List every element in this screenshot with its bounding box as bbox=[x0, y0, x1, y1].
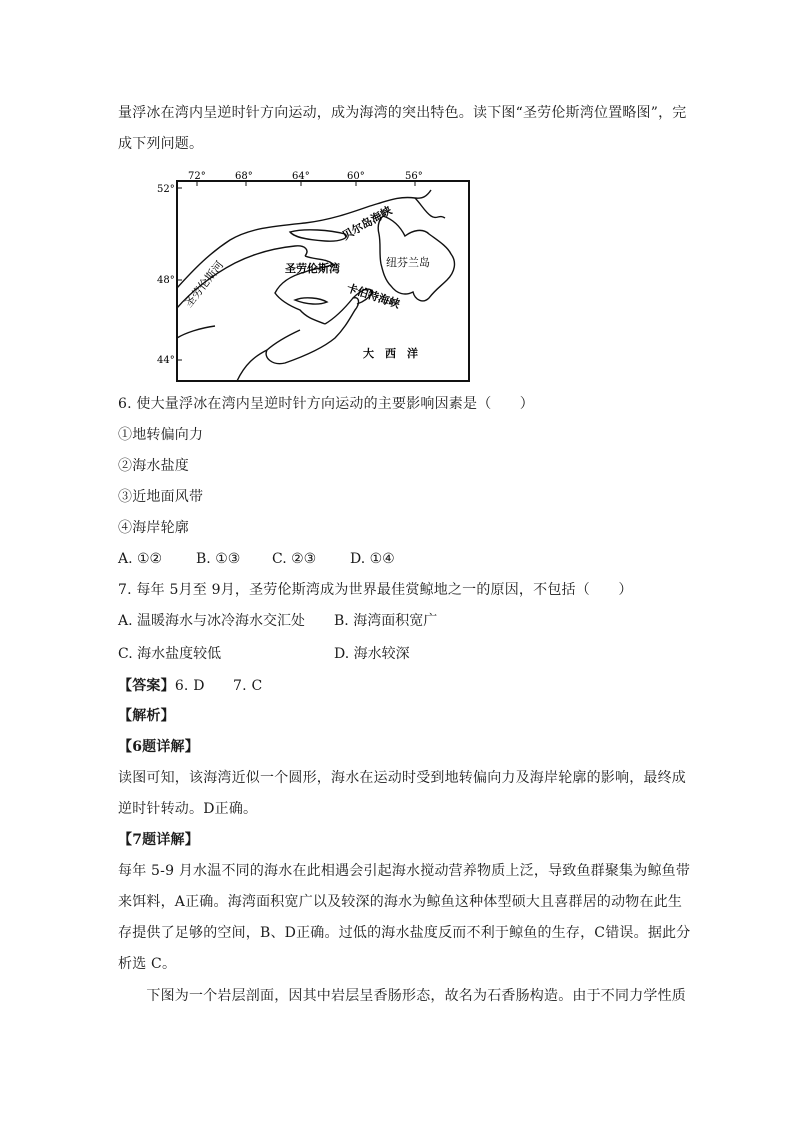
gulf-location-map bbox=[155, 168, 475, 386]
q6-item-1: ①地转偏向力 bbox=[118, 427, 204, 443]
q6-option-d: D. ①④ bbox=[350, 551, 395, 567]
q7-option-a: A. 温暖海水与冰冷海水交汇处 bbox=[118, 613, 306, 629]
detail-7-line-2: 来饵料，A正确。海湾面积宽广以及较深的海水为鲸鱼这种体型硕大且喜群居的动物在此生 bbox=[118, 894, 683, 910]
detail-7-line-3: 存提供了足够的空间，B、D正确。过低的海水盐度反而不利于鲸鱼的生存，C错误。据此分 bbox=[118, 925, 691, 941]
newfoundland-label: 纽芬兰岛 bbox=[386, 256, 430, 269]
detail-6-label: 【6题详解】 bbox=[118, 739, 199, 755]
q6-option-c: C. ②③ bbox=[272, 551, 317, 567]
lon-label-56: 56° bbox=[405, 171, 423, 182]
lat-label-44: 44° bbox=[157, 355, 175, 366]
lat-label-48: 48° bbox=[157, 275, 175, 286]
detail-7-line-4: 析选 C。 bbox=[118, 956, 177, 972]
intro-line-2: 成下列问题。 bbox=[118, 136, 204, 152]
cabot-strait-label: 卡伯特海峡 bbox=[345, 281, 402, 311]
q6-option-a: A. ①② bbox=[118, 551, 163, 567]
q6-stem: 6. 使大量浮冰在湾内呈逆时针方向运动的主要影响因素是（ ） bbox=[118, 396, 535, 412]
intro-line-1: 量浮冰在湾内呈逆时针方向运动，成为海湾的突出特色。读下图“圣劳伦斯湾位置略图”，完 bbox=[118, 105, 687, 121]
q6-item-3: ③近地面风带 bbox=[118, 489, 204, 505]
answer-text: 6. D 7. C bbox=[174, 678, 263, 694]
q7-option-d: D. 海水较深 bbox=[334, 646, 410, 662]
q6-item-4: ④海岸轮廓 bbox=[118, 520, 189, 536]
lon-label-72: 72° bbox=[188, 171, 206, 182]
gulf-label: 圣劳伦斯湾 bbox=[285, 262, 340, 275]
detail-7-line-1: 每年 5-9 月水温不同的海水在此相遇会引起海水搅动营养物质上泛，导致鱼群聚集为鲸鱼带 bbox=[118, 863, 691, 879]
answer-label: 【答案】 bbox=[118, 678, 175, 694]
q7-option-b: B. 海湾面积宽广 bbox=[334, 613, 438, 629]
atlantic-label: 大 西 洋 bbox=[363, 347, 418, 360]
river-label: 圣劳伦斯河 bbox=[182, 258, 227, 310]
lon-label-60: 60° bbox=[347, 171, 365, 182]
answer-line bbox=[118, 676, 262, 696]
detail-6-line-1: 读图可知，该海湾近似一个圆形，海水在运动时受到地转偏向力及海岸轮廓的影响，最终成 bbox=[118, 770, 686, 786]
detail-7-label: 【7题详解】 bbox=[118, 832, 199, 848]
lat-label-52: 52° bbox=[157, 184, 175, 195]
q6-option-b: B. ①③ bbox=[196, 551, 241, 567]
q7-stem: 7. 每年 5月至 9月，圣劳伦斯湾成为世界最佳赏鲸地之一的原因，不包括（ ） bbox=[118, 582, 633, 598]
map-svg bbox=[155, 168, 475, 386]
detail-6-line-2: 逆时针转动。D正确。 bbox=[118, 801, 258, 817]
q6-item-2: ②海水盐度 bbox=[118, 458, 189, 474]
lon-label-68: 68° bbox=[235, 171, 253, 182]
next-passage-line-1: 下图为一个岩层剖面，因其中岩层呈香肠形态，故名为石香肠构造。由于不同力学性质 bbox=[118, 988, 686, 1004]
lon-label-64: 64° bbox=[292, 171, 310, 182]
q7-option-c: C. 海水盐度较低 bbox=[118, 646, 222, 662]
analysis-label: 【解析】 bbox=[118, 708, 175, 724]
belle-isle-strait-label: 贝尔岛海峡 bbox=[340, 203, 395, 243]
